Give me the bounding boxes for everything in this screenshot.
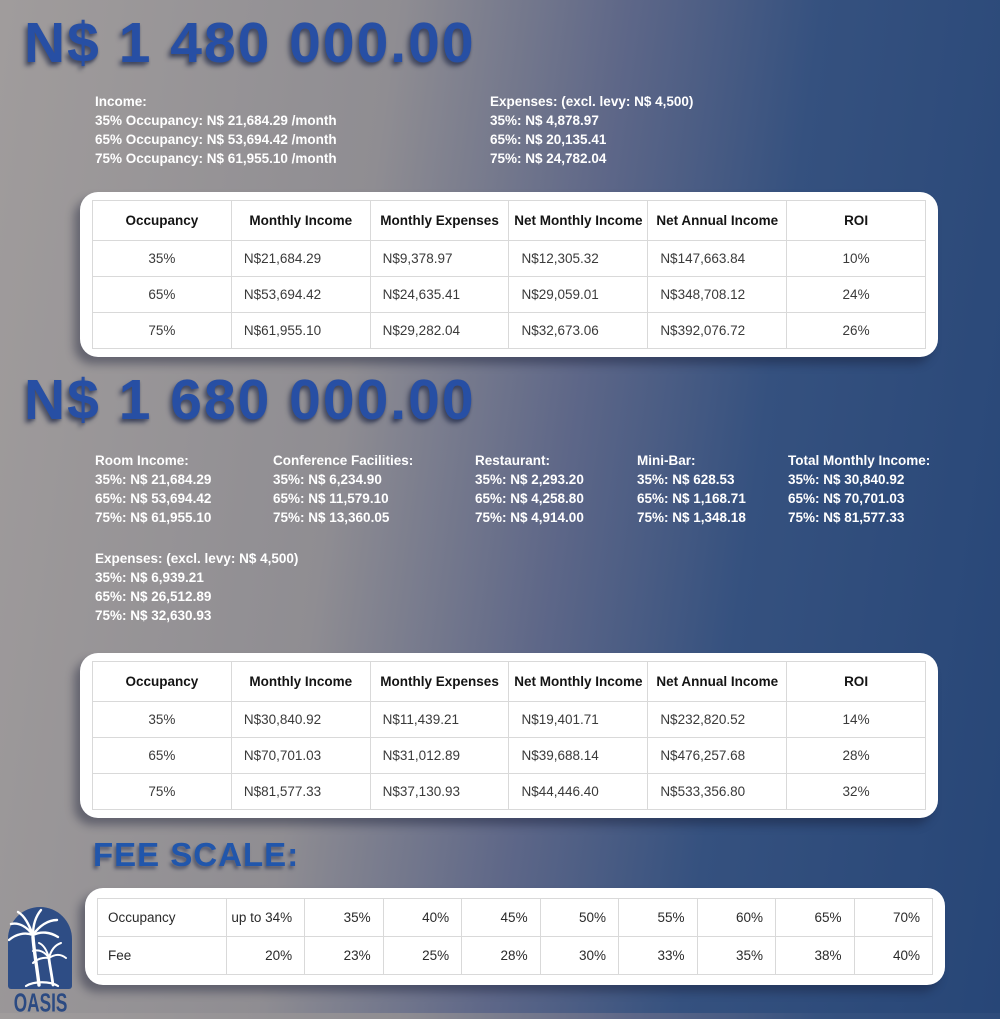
section2-income-columns <box>95 451 1000 527</box>
table-row <box>93 773 926 809</box>
section2-expenses-block <box>95 549 1000 625</box>
table-cell: 70% <box>854 899 932 937</box>
table-cell: N$348,708.12 <box>648 276 787 312</box>
table-cell: 35% <box>697 937 775 975</box>
table-cell: 28% <box>787 737 926 773</box>
table-cell: 35% <box>93 701 232 737</box>
table-cell: Occupancy <box>98 899 227 937</box>
fee-table-card <box>85 888 945 985</box>
table-cell: 38% <box>776 937 854 975</box>
table-cell: N$44,446.40 <box>509 773 648 809</box>
conference-line: 75%: N$ 13,360.05 <box>273 509 390 525</box>
table-cell: N$39,688.14 <box>509 737 648 773</box>
restaurant-heading: Restaurant: <box>475 452 551 468</box>
column-header: ROI <box>787 661 926 701</box>
table-cell: N$70,701.03 <box>231 737 370 773</box>
column-header: ROI <box>787 200 926 240</box>
table-cell: 20% <box>226 937 304 975</box>
price-title-1: N$ 1 480 000.00 <box>24 11 476 75</box>
table-cell: 24% <box>787 276 926 312</box>
table-cell: 45% <box>462 899 540 937</box>
column-header: Occupancy <box>93 200 232 240</box>
table-cell: N$32,673.06 <box>509 312 648 348</box>
column-header: Monthly Expenses <box>370 661 509 701</box>
oasis-wordmark: OASIS <box>13 989 68 1018</box>
table-cell: 32% <box>787 773 926 809</box>
table-cell: N$53,694.42 <box>231 276 370 312</box>
column-header: Net Annual Income <box>648 200 787 240</box>
total-income-line: 65%: N$ 70,701.03 <box>788 490 905 506</box>
palm-tree-icon <box>8 907 72 989</box>
room-income-line: 65%: N$ 53,694.42 <box>95 490 212 506</box>
table-cell: 40% <box>854 937 932 975</box>
table-cell: N$147,663.84 <box>648 240 787 276</box>
restaurant-line: 75%: N$ 4,914.00 <box>475 509 584 525</box>
table-cell: N$81,577.33 <box>231 773 370 809</box>
conference-line: 35%: N$ 6,234.90 <box>273 471 382 487</box>
expenses-line: 35%: N$ 4,878.97 <box>490 112 599 128</box>
table-header-row <box>93 200 926 240</box>
table-cell: N$12,305.32 <box>509 240 648 276</box>
price-title-2: N$ 1 680 000.00 <box>24 367 476 432</box>
table-cell: N$11,439.21 <box>370 701 509 737</box>
table-cell: 55% <box>619 899 697 937</box>
restaurant-block <box>475 451 637 527</box>
table-cell: N$21,684.29 <box>231 240 370 276</box>
total-income-heading: Total Monthly Income: <box>788 452 931 468</box>
oasis-logo <box>8 907 72 1018</box>
table-cell: N$9,378.97 <box>370 240 509 276</box>
table-row <box>98 899 933 937</box>
table-cell: 75% <box>93 312 232 348</box>
table-cell: 60% <box>697 899 775 937</box>
table-row <box>93 312 926 348</box>
expenses-line: 75%: N$ 24,782.04 <box>490 150 607 166</box>
total-income-line: 75%: N$ 81,577.33 <box>788 509 905 525</box>
conference-heading: Conference Facilities: <box>273 452 414 468</box>
total-income-line: 35%: N$ 30,840.92 <box>788 471 905 487</box>
column-header: Net Monthly Income <box>509 661 648 701</box>
column-header: Occupancy <box>93 661 232 701</box>
column-header: Monthly Income <box>231 200 370 240</box>
table-cell: 23% <box>305 937 383 975</box>
minibar-line: 65%: N$ 1,168.71 <box>637 490 746 506</box>
table-row <box>98 937 933 975</box>
expenses-line: 65%: N$ 26,512.89 <box>95 588 212 604</box>
minibar-block <box>637 451 788 527</box>
table-row <box>93 737 926 773</box>
restaurant-line: 65%: N$ 4,258.80 <box>475 490 584 506</box>
column-header: Monthly Expenses <box>370 200 509 240</box>
restaurant-line: 35%: N$ 2,293.20 <box>475 471 584 487</box>
table-cell: N$24,635.41 <box>370 276 509 312</box>
income-line: 65% Occupancy: N$ 53,694.42 /month <box>95 131 337 147</box>
section1-income-block <box>95 92 490 168</box>
income-line: 75% Occupancy: N$ 61,955.10 /month <box>95 150 337 166</box>
fee-scale-table <box>97 898 933 975</box>
income-line: 35% Occupancy: N$ 21,684.29 /month <box>95 112 337 128</box>
roi-table-2 <box>92 661 926 810</box>
room-income-heading: Room Income: <box>95 452 189 468</box>
table-row <box>93 701 926 737</box>
table-cell: N$30,840.92 <box>231 701 370 737</box>
table-cell: 33% <box>619 937 697 975</box>
table-cell: 26% <box>787 312 926 348</box>
income-heading: Income: <box>95 93 147 109</box>
room-income-line: 35%: N$ 21,684.29 <box>95 471 212 487</box>
roi-table-card-2 <box>80 653 938 818</box>
conference-block <box>273 451 475 527</box>
column-header: Net Monthly Income <box>509 200 648 240</box>
table-cell: N$31,012.89 <box>370 737 509 773</box>
table-cell: N$392,076.72 <box>648 312 787 348</box>
table-row <box>93 240 926 276</box>
table-cell: 50% <box>540 899 618 937</box>
table-cell: 35% <box>305 899 383 937</box>
table-cell: 65% <box>93 737 232 773</box>
table-cell: Fee <box>98 937 227 975</box>
table-cell: 25% <box>383 937 461 975</box>
roi-table-card-1 <box>80 192 938 357</box>
table-cell: N$29,059.01 <box>509 276 648 312</box>
column-header: Monthly Income <box>231 661 370 701</box>
table-cell: 75% <box>93 773 232 809</box>
expenses-line: 75%: N$ 32,630.93 <box>95 607 212 623</box>
table-cell: N$37,130.93 <box>370 773 509 809</box>
table-cell: N$533,356.80 <box>648 773 787 809</box>
table-header-row <box>93 661 926 701</box>
table-cell: N$476,257.68 <box>648 737 787 773</box>
roi-table-1 <box>92 200 926 349</box>
table-cell: N$29,282.04 <box>370 312 509 348</box>
minibar-line: 35%: N$ 628.53 <box>637 471 735 487</box>
table-cell: 65% <box>776 899 854 937</box>
minibar-line: 75%: N$ 1,348.18 <box>637 509 746 525</box>
table-cell: 10% <box>787 240 926 276</box>
minibar-heading: Mini-Bar: <box>637 452 696 468</box>
table-cell: 14% <box>787 701 926 737</box>
table-cell: 35% <box>93 240 232 276</box>
table-cell: N$19,401.71 <box>509 701 648 737</box>
table-cell: 40% <box>383 899 461 937</box>
table-cell: N$61,955.10 <box>231 312 370 348</box>
table-cell: 30% <box>540 937 618 975</box>
table-cell: 65% <box>93 276 232 312</box>
section1-expenses-block <box>490 92 693 168</box>
expenses-line: 35%: N$ 6,939.21 <box>95 569 204 585</box>
column-header: Net Annual Income <box>648 661 787 701</box>
expenses-heading: Expenses: (excl. levy: N$ 4,500) <box>490 93 694 109</box>
table-cell: N$232,820.52 <box>648 701 787 737</box>
table-cell: 28% <box>462 937 540 975</box>
table-cell: up to 34% <box>226 899 304 937</box>
expenses-line: 65%: N$ 20,135.41 <box>490 131 607 147</box>
fee-scale-heading: FEE SCALE: <box>93 835 300 873</box>
section1-info-row <box>95 92 1000 168</box>
expenses-heading: Expenses: (excl. levy: N$ 4,500) <box>95 550 299 566</box>
total-income-block <box>788 451 930 527</box>
room-income-block <box>95 451 273 527</box>
table-row <box>93 276 926 312</box>
conference-line: 65%: N$ 11,579.10 <box>273 490 389 506</box>
room-income-line: 75%: N$ 61,955.10 <box>95 509 212 525</box>
